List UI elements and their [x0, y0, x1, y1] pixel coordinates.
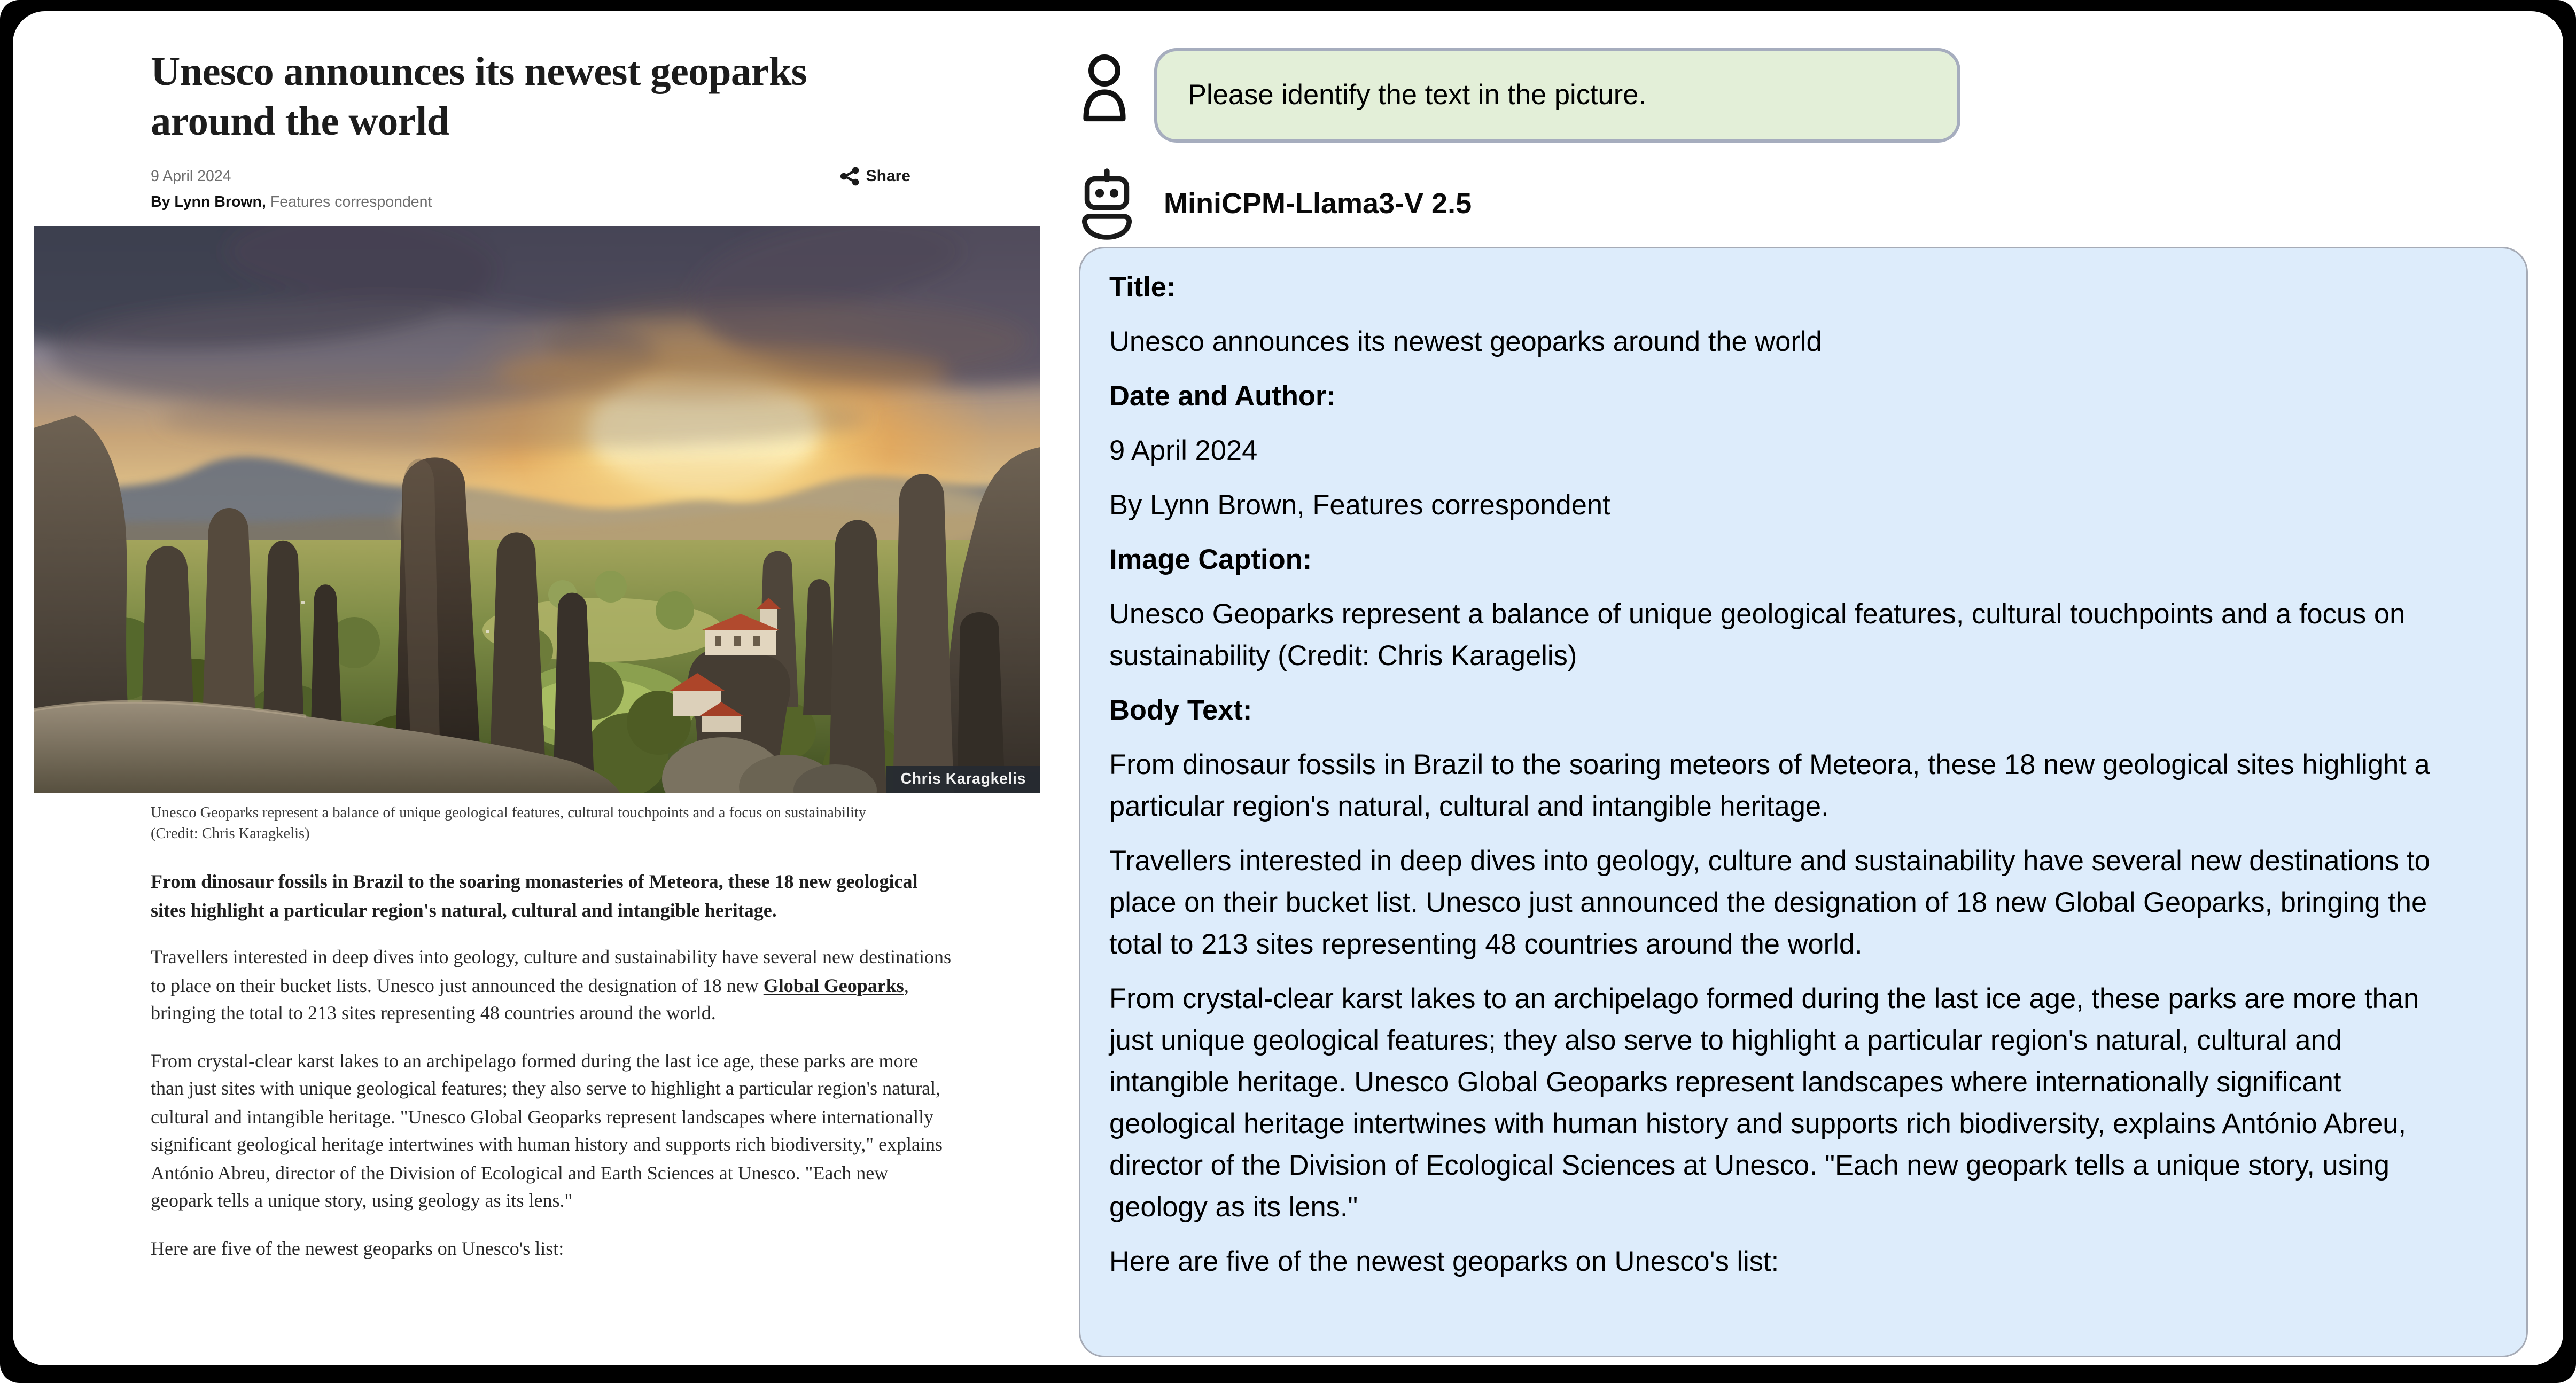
article-lede: From dinosaur fossils in Brazil to the soaring monasteries of Meteora, these 18 new geological sites highlight a particular region's natural, cultural and intangible heritage. — [151, 870, 918, 921]
response-paragraph: Travellers interested in deep dives into geology, culture and sustainability have several new destinations to place on their bucket list. Unesco just announced the designation of 18 new Global Geoparks, bringing the total to 213 sites representing 48 countries around the world. — [1109, 845, 2430, 960]
response-paragraph: By Lynn Brown, Features correspondent — [1109, 489, 1610, 521]
response-section-heading: Image Caption: — [1109, 543, 1312, 575]
article-date: 9 April 2024 — [151, 168, 231, 186]
response-paragraph: Unesco announces its newest geoparks around the world — [1109, 325, 1822, 357]
app-panel — [13, 11, 2563, 1365]
paragraph-text: , bringing the total to 213 sites representing 48 countries around the world. — [151, 974, 909, 1025]
meteora-landscape-illustration — [34, 226, 1040, 794]
article-pane — [34, 11, 1040, 1365]
user-icon — [1080, 53, 1129, 131]
article-paragraph — [151, 944, 952, 1029]
response-section-heading: Body Text: — [1109, 694, 1252, 726]
response-paragraph: From dinosaur fossils in Brazil to the soaring meteors of Meteora, these 18 new geological sites highlight a particular region's natural, cultural and intangible heritage. — [1109, 748, 2430, 822]
article-hero-photo — [34, 226, 1040, 794]
article-meta — [151, 167, 939, 212]
response-paragraph: Unesco Geoparks represent a balance of unique geological features, cultural touchpoints and a focus on sustainability (Credit: Chris Karagelis) — [1109, 598, 2406, 671]
global-geoparks-link[interactable]: Global Geoparks — [763, 974, 904, 997]
article-byline — [151, 194, 939, 212]
share-button[interactable] — [840, 167, 910, 186]
user-message-bubble — [1154, 48, 1960, 143]
byline-role: Features correspondent — [270, 194, 432, 212]
share-label: Share — [866, 168, 910, 186]
photo-caption: Unesco Geoparks represent a balance of unique geological features, cultural touchpoints and a focus on sustainability (Credit: Chris Karagkelis) — [151, 806, 867, 843]
robot-icon — [1080, 168, 1133, 248]
response-section-heading: Date and Author: — [1109, 380, 1336, 412]
share-icon — [840, 167, 860, 186]
response-paragraph: 9 April 2024 — [1109, 434, 1258, 466]
article-title: Unesco announces its newest geoparks around the world — [151, 48, 807, 145]
model-response-bubble — [1079, 247, 2528, 1357]
response-section-heading: Title: — [1109, 271, 1176, 303]
photo-credit-badge: Chris Karagkelis — [886, 767, 1040, 794]
response-paragraph: From crystal-clear karst lakes to an archipelago formed during the last ice age, these parks are more than just unique geological features; they also serve to highlight a particular region's natural, cultural and intangible heritage. Unesco Global Geoparks represent landscapes where internationally significant geological heritage intertwines with human history and supports rich biodiversity, explains António Abreu, director of the Division of Ecological Sciences at Unesco. "Each new geopark tells a unique story, using geology as its lens." — [1109, 982, 2419, 1223]
article-paragraph: From crystal-clear karst lakes to an archipelago formed during the last ice age, these parks are more than just sites with unique geological features; they also serve to highlight a particular region's natural, cultural and intangible heritage. "Unesco Global Geoparks represent landscapes where internationally significant geological heritage intertwines with human history and supports rich biodiversity," explains António Abreu, director of the Division of Ecological and Earth Sciences at Unesco. "Each new geopark tells a unique story, using geology as its lens." — [151, 1049, 943, 1212]
response-paragraph: Here are five of the newest geoparks on Unesco's list: — [1109, 1245, 1779, 1277]
user-prompt-text: Please identify the text in the picture. — [1188, 79, 1646, 111]
article-paragraph: Here are five of the newest geoparks on Unesco's list: — [151, 1237, 564, 1260]
byline-author: By Lynn Brown, — [151, 194, 266, 212]
paragraph-text: Travellers interested in deep dives into geology, culture and sustainability have several new destinations to place on their bucket lists. Unesco just announced the designation of 18 new — [151, 946, 951, 997]
model-name: MiniCPM-Llama3-V 2.5 — [1164, 187, 1472, 220]
